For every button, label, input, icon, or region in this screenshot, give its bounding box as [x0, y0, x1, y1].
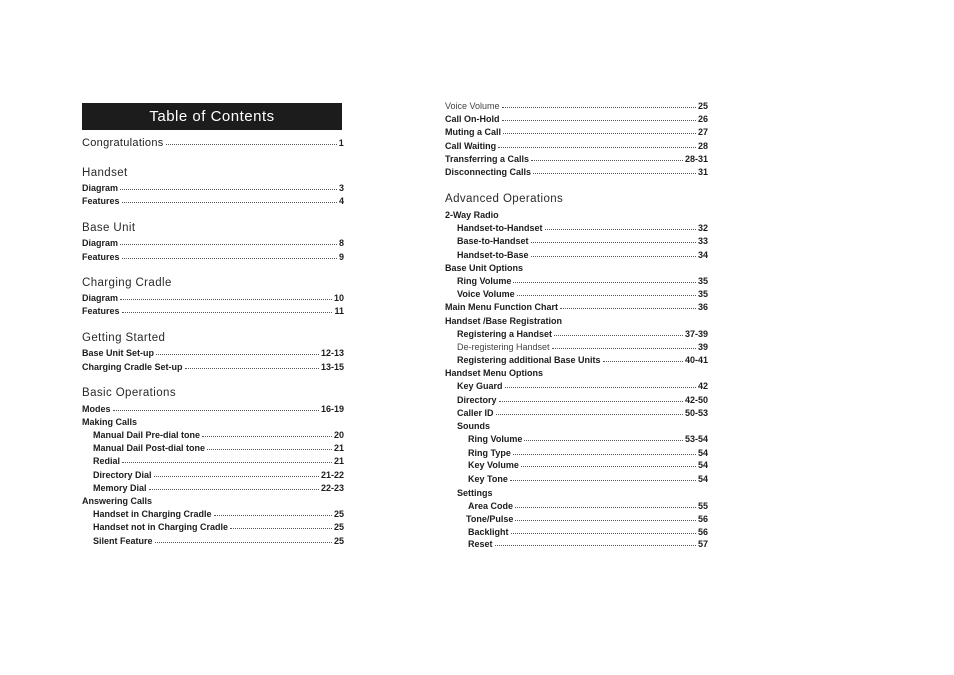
toc-entry-label: Diagram — [82, 183, 119, 193]
toc-entry-page: 56 — [697, 514, 708, 524]
toc-entry[interactable] — [457, 288, 708, 300]
toc-entry-page: 35 — [697, 276, 708, 286]
toc-entry-page: 37-39 — [684, 329, 708, 339]
toc-entry[interactable] — [82, 292, 344, 304]
toc-leader-dots — [156, 354, 319, 355]
toc-entry[interactable] — [468, 433, 708, 445]
toc-leader-dots — [560, 308, 696, 309]
toc-entry-label: Call Waiting — [445, 141, 497, 151]
toc-entry[interactable] — [468, 459, 708, 471]
toc-entry-page: 42-50 — [684, 395, 708, 405]
toc-entry-label: Muting a Call — [445, 127, 501, 137]
toc-entry-label: Directory — [457, 395, 497, 405]
toc-entry-page: 22-23 — [320, 483, 344, 493]
toc-entry[interactable] — [466, 513, 708, 525]
toc-entry-label: Redial — [93, 456, 121, 466]
toc-entry-page: 13-15 — [320, 362, 344, 372]
toc-leader-dots — [230, 528, 332, 529]
section-title-getting-started: Getting Started — [82, 332, 166, 344]
toc-entry-page: 53-54 — [684, 434, 708, 444]
toc-entry-page: 16-19 — [320, 404, 344, 414]
toc-entry-page: 1 — [338, 138, 344, 148]
toc-leader-dots — [122, 462, 332, 463]
toc-leader-dots — [185, 368, 319, 369]
toc-leader-dots — [533, 173, 696, 174]
toc-entry-page: 50-53 — [684, 408, 708, 418]
toc-entry-label: Voice Volume — [445, 101, 500, 111]
toc-entry-page: 31 — [697, 167, 708, 177]
toc-entry-label: Base Unit Options — [445, 263, 524, 273]
toc-leader-dots — [545, 229, 696, 230]
toc-entry[interactable] — [457, 394, 708, 406]
toc-entry-label: Disconnecting Calls — [445, 167, 532, 177]
toc-entry-page: 36 — [697, 302, 708, 312]
toc-leader-dots — [503, 133, 696, 134]
toc-subheading — [82, 416, 344, 428]
toc-entry-label: Caller ID — [457, 408, 494, 418]
toc-entry-page: 8 — [338, 238, 344, 248]
toc-entry-page: 3 — [338, 183, 344, 193]
toc-entry[interactable] — [468, 473, 708, 485]
toc-entry-label: Diagram — [82, 293, 119, 303]
toc-entry[interactable] — [457, 249, 708, 261]
toc-entry-label: Congratulations — [82, 137, 164, 149]
toc-entry-label: Handset-to-Base — [457, 250, 529, 260]
toc-entry[interactable] — [93, 521, 344, 533]
toc-entry-label: Manual Dail Post-dial tone — [93, 443, 206, 453]
toc-entry-page: 10 — [333, 293, 344, 303]
toc-entry-label: Key Guard — [457, 381, 503, 391]
toc-entry[interactable] — [82, 403, 344, 415]
toc-entry[interactable] — [468, 538, 708, 550]
toc-subheading — [445, 209, 708, 221]
toc-entry[interactable] — [82, 361, 344, 373]
toc-entry[interactable] — [82, 305, 344, 317]
toc-entry-page: 32 — [697, 223, 708, 233]
toc-entry[interactable] — [457, 235, 708, 247]
toc-entry[interactable] — [445, 113, 708, 125]
toc-entry-label: Registering a Handset — [457, 329, 553, 339]
section-title-advanced-operations: Advanced Operations — [445, 193, 564, 205]
toc-leader-dots — [502, 107, 696, 108]
toc-entry-page: 33 — [697, 236, 708, 246]
toc-entry[interactable] — [457, 222, 708, 234]
toc-entry-label: Silent Feature — [93, 536, 153, 546]
toc-entry-label: Key Volume — [468, 460, 519, 470]
toc-entry-page: 9 — [338, 252, 344, 262]
toc-entry[interactable] — [445, 100, 708, 112]
toc-leader-dots — [524, 440, 683, 441]
toc-entry[interactable] — [93, 482, 344, 494]
toc-leader-dots — [122, 202, 337, 203]
toc-entry-page: 57 — [697, 539, 708, 549]
toc-entry[interactable] — [445, 153, 708, 165]
toc-entry-label: Charging Cradle Set-up — [82, 362, 183, 372]
toc-entry-label: Area Code — [468, 501, 514, 511]
toc-entry-page: 4 — [338, 196, 344, 206]
toc-leader-dots — [122, 258, 337, 259]
toc-leader-dots — [496, 414, 683, 415]
toc-subheading — [457, 487, 708, 499]
toc-subheading — [445, 367, 708, 379]
toc-entry-label: Ring Volume — [457, 276, 512, 286]
toc-entry-label: Features — [82, 306, 120, 316]
toc-entry-page: 28 — [697, 141, 708, 151]
toc-entry[interactable] — [93, 429, 344, 441]
toc-entry[interactable] — [93, 455, 344, 467]
toc-entry-label: Transferring a Calls — [445, 154, 530, 164]
toc-leader-dots — [552, 348, 696, 349]
toc-leader-dots — [510, 480, 696, 481]
toc-entry-page: 28-31 — [684, 154, 708, 164]
toc-entry[interactable] — [82, 195, 344, 207]
toc-entry-label: De-registering Handset — [457, 342, 550, 352]
toc-entry[interactable] — [468, 526, 708, 538]
toc-entry-label: 2-Way Radio — [445, 210, 499, 220]
toc-entry-label: Answering Calls — [82, 496, 153, 506]
section-title-basic-operations: Basic Operations — [82, 387, 176, 399]
toc-entry[interactable] — [457, 341, 708, 353]
toc-entry-label: Modes — [82, 404, 111, 414]
toc-subheading — [445, 315, 708, 327]
toc-entry-label: Settings — [457, 488, 493, 498]
toc-entry[interactable] — [468, 500, 708, 512]
toc-leader-dots — [155, 542, 332, 543]
toc-leader-dots — [113, 410, 319, 411]
toc-entry[interactable] — [93, 535, 344, 547]
toc-leader-dots — [511, 533, 696, 534]
toc-entry[interactable] — [93, 442, 344, 454]
toc-entry-page: 11 — [334, 306, 344, 316]
toc-leader-dots — [498, 147, 696, 148]
toc-entry-label: Handset /Base Registration — [445, 316, 563, 326]
toc-entry[interactable] — [82, 237, 344, 249]
toc-subheading — [82, 495, 344, 507]
toc-leader-dots — [499, 401, 683, 402]
toc-leader-dots — [517, 295, 696, 296]
toc-entry-page: 42 — [697, 381, 708, 391]
toc-entry-label: Call On-Hold — [445, 114, 500, 124]
toc-entry[interactable] — [93, 469, 344, 481]
toc-entry-label: Features — [82, 252, 120, 262]
toc-entry-label: Manual Dail Pre-dial tone — [93, 430, 201, 440]
toc-entry-page: 25 — [333, 509, 344, 519]
toc-entry-page: 39 — [697, 342, 708, 352]
toc-entry[interactable] — [93, 508, 344, 520]
toc-entry-page: 21 — [333, 443, 344, 453]
section-title-charging-cradle: Charging Cradle — [82, 277, 172, 289]
toc-subheading — [445, 262, 708, 274]
toc-entry[interactable] — [445, 166, 708, 178]
toc-entry-page: 20 — [333, 430, 344, 440]
toc-leader-dots — [502, 120, 696, 121]
toc-entry-label: Handset not in Charging Cradle — [93, 522, 229, 532]
section-title-handset: Handset — [82, 167, 128, 179]
toc-leader-dots — [495, 545, 696, 546]
toc-entry-label: Making Calls — [82, 417, 138, 427]
toc-entry-label: Handset Menu Options — [445, 368, 544, 378]
toc-entry-page: 54 — [697, 474, 708, 484]
toc-entry-label: Memory Dial — [93, 483, 147, 493]
toc-entry-label: Base Unit Set-up — [82, 348, 155, 358]
toc-entry[interactable] — [457, 407, 708, 419]
toc-entry-page: 21-22 — [320, 470, 344, 480]
toc-entry[interactable] — [445, 140, 708, 152]
toc-entry-label: Handset in Charging Cradle — [93, 509, 212, 519]
toc-leader-dots — [154, 476, 319, 477]
toc-entry-page: 56 — [697, 527, 708, 537]
toc-leader-dots — [554, 335, 683, 336]
toc-entry[interactable] — [445, 126, 708, 138]
toc-leader-dots — [531, 256, 696, 257]
toc-entry-label: Voice Volume — [457, 289, 515, 299]
toc-entry-page: 27 — [697, 127, 708, 137]
toc-leader-dots — [120, 244, 337, 245]
toc-entry[interactable] — [457, 380, 708, 392]
toc-entry-label: Sounds — [457, 421, 490, 431]
toc-entry[interactable] — [457, 354, 708, 366]
toc-entry[interactable] — [82, 182, 344, 194]
toc-leader-dots — [120, 189, 337, 190]
toc-entry[interactable] — [457, 328, 708, 340]
toc-entry-label: Key Tone — [468, 474, 508, 484]
toc-entry-page: 25 — [333, 536, 344, 546]
toc-entry-label: Backlight — [468, 527, 509, 537]
toc-entry-label: Diagram — [82, 238, 119, 248]
toc-leader-dots — [513, 282, 696, 283]
toc-leader-dots — [513, 454, 696, 455]
toc-leader-dots — [122, 312, 333, 313]
toc-entry-page: 12-13 — [320, 348, 344, 358]
toc-entry[interactable] — [82, 251, 344, 263]
toc-leader-dots — [214, 515, 332, 516]
toc-entry[interactable] — [82, 347, 344, 359]
toc-leader-dots — [202, 436, 332, 437]
toc-leader-dots — [515, 507, 696, 508]
toc-entry-page: 54 — [697, 448, 708, 458]
toc-entry-page: 55 — [697, 501, 708, 511]
toc-entry-label: Directory Dial — [93, 470, 152, 480]
toc-entry-label: Features — [82, 196, 120, 206]
toc-leader-dots — [603, 361, 683, 362]
section-title-base-unit: Base Unit — [82, 222, 136, 234]
toc-leader-dots — [207, 449, 332, 450]
toc-entry-page: 25 — [333, 522, 344, 532]
toc-entry-page: 21 — [333, 456, 344, 466]
toc-leader-dots — [531, 160, 683, 161]
toc-leader-dots — [120, 299, 332, 300]
toc-entry-page: 54 — [697, 460, 708, 470]
toc-entry-label: Main Menu Function Chart — [445, 302, 558, 312]
toc-leader-dots — [531, 242, 696, 243]
toc-entry-congratulations[interactable] — [82, 137, 344, 149]
toc-entry-page: 25 — [697, 101, 708, 111]
toc-entry-label: Ring Volume — [468, 434, 523, 444]
toc-entry-label: Ring Type — [468, 448, 511, 458]
toc-leader-dots — [505, 387, 696, 388]
toc-leader-dots — [521, 466, 696, 467]
toc-entry-label: Registering additional Base Units — [457, 355, 601, 365]
toc-leader-dots — [149, 489, 319, 490]
toc-entry-page: 35 — [697, 289, 708, 299]
toc-entry-label: Base-to-Handset — [457, 236, 529, 246]
toc-entry-label: Reset — [468, 539, 493, 549]
toc-leader-dots — [515, 520, 696, 521]
toc-entry-page: 34 — [697, 250, 708, 260]
toc-subheading — [457, 420, 708, 432]
toc-entry[interactable] — [445, 301, 708, 313]
toc-entry[interactable] — [457, 275, 708, 287]
toc-entry-label: Tone/Pulse — [466, 514, 514, 524]
toc-leader-dots — [166, 144, 337, 145]
toc-entry[interactable] — [468, 447, 708, 459]
toc-entry-page: 26 — [697, 114, 708, 124]
toc-entry-page: 40-41 — [684, 355, 708, 365]
toc-title: Table of Contents — [82, 103, 342, 130]
toc-entry-label: Handset-to-Handset — [457, 223, 543, 233]
